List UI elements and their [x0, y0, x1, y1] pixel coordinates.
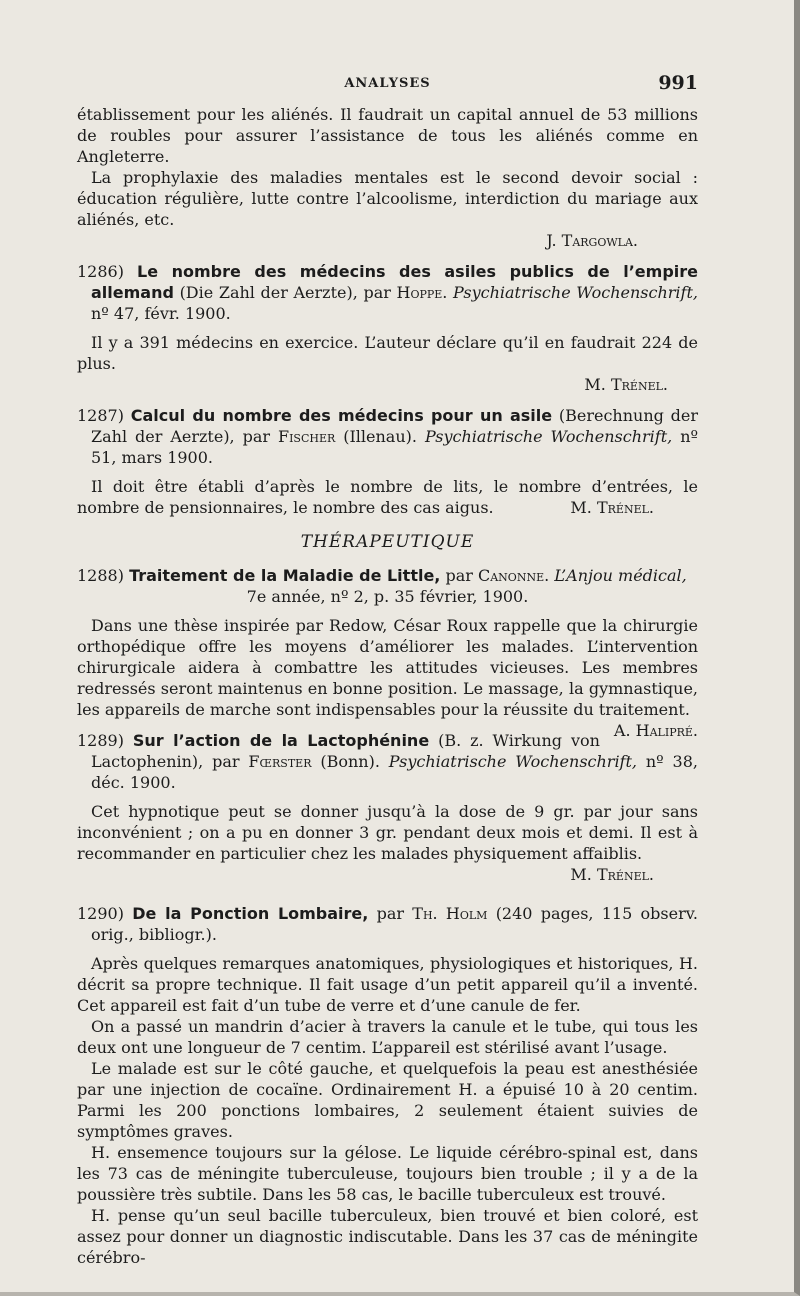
entry-reference: nº 51, mars 1900. [91, 427, 699, 467]
entry-subtitle: (Die Zahl der Aerzte), par [179, 283, 391, 302]
entry-body: Cet hypnotique peut se donner jusqu’à la dose de 9 gr. par jour sans inconvénient ; on a pu en donner 3 gr. pendant deux mois et demi. Il est à recommander en particulier chez les malades physiquement affaiblis. [77, 802, 698, 863]
entry-heading [77, 261, 698, 324]
entry-number: 1287) [77, 406, 124, 425]
entry-title: Traitement de la Maladie de Little, [129, 566, 441, 585]
entry-location: (Illenau). [343, 427, 417, 446]
entry-body [77, 476, 698, 518]
entry-title: Sur l’action de la Lactophénine [132, 731, 430, 750]
entry-number: 1289) [77, 731, 124, 750]
entry-title: Calcul du nombre des médecins pour un asile [130, 406, 553, 425]
entry-number: 1288) [77, 566, 124, 585]
entry-author: Hoppe. [396, 283, 448, 302]
entry-author: Th. Holm [412, 904, 488, 923]
entry-author: Canonne. [478, 566, 550, 585]
page-content [77, 104, 698, 1268]
entry-par: par [376, 904, 405, 923]
running-title: ANALYSES [344, 76, 431, 91]
entry-journal: Psychiatrische Wochenschrift, [388, 752, 637, 771]
entry-reference: (240 pages, 115 observ. orig., bibliogr.). [91, 904, 698, 944]
entry-number: 1290) [77, 904, 124, 923]
continued-paragraph: établissement pour les aliénés. Il faudrait un capital annuel de 53 millions de roubles pour assurer l’assistance de tous les aliénés comme en Angleterre. [77, 105, 698, 166]
body-paragraph: Après quelques remarques anatomiques, physiologiques et historiques, H. décrit sa propre technique. Il fait usage d’un petit appareil qu’il a inventé. Cet appareil est fait d’un tube de verre et d’une canule de fer. [77, 954, 698, 1015]
entry-title: De la Ponction Lombaire, [132, 904, 369, 923]
entry-title: Le nombre des médecins des asiles publics de l’empire allemand [91, 262, 699, 302]
entry-signature: A. Halipré. [613, 721, 698, 740]
body-paragraph: H. pense qu’un seul bacille tuberculeux, bien trouvé et bien coloré, est assez pour donner un diagnostic indiscutable. Dans les 37 cas de méningite cérébro- [77, 1206, 698, 1267]
page-header [77, 72, 698, 98]
entry-1289 [77, 730, 698, 885]
entry-subtitle: (B. z. Wirkung von Lactophenin), par [91, 731, 600, 771]
entry-1286 [77, 261, 698, 395]
prophylaxis-paragraph: La prophylaxie des maladies mentales est le second devoir social : éducation régulière, lutte contre l’alcoolisme, interdiction du mariage aux aliénés, etc. [77, 168, 698, 229]
entry-heading [77, 405, 698, 468]
entry-signature: M. Trénel. [584, 375, 668, 394]
entry-1287 [77, 405, 698, 518]
body-paragraph: Le malade est sur le côté gauche, et quelquefois la peau est anesthésiée par une injection de cocaïne. Ordinairement H. a épuisé 10 à 20 centim. Parmi les 200 ponctions lombaires, 2 seulement étaient suivies de symptômes graves. [77, 1059, 698, 1141]
page-number: 991 [658, 72, 698, 94]
entry-subtitle: (Berechnung der Zahl der Aerzte), par [91, 406, 699, 446]
entry-signature: M. Trénel. [570, 498, 654, 517]
entry-par: par [445, 566, 473, 585]
entry-author: Fischer [277, 427, 336, 446]
entry-body-text: Il doit être établi d’après le nombre de lits, le nombre d’entrées, le nombre de pensionnaires, le nombre des cas aigus. [77, 477, 698, 517]
entry-body-text: Dans une thèse inspirée par Redow, César Roux rappelle que la chirurgie orthopédique offre les moyens d’améliorer les malades. L’intervention chirurgicale aidera à combattre les attitudes vicieuses. Les membres redressés seront maintenus en bonne position. Le massage, la gymnastique, les appareils de marche sont indispensables pour la réussite du traitement. [77, 616, 698, 719]
signature-targowla: J. Targowla. [546, 231, 638, 250]
entry-1290 [77, 903, 698, 1268]
entry-location: (Bonn). [320, 752, 380, 771]
entry-journal: Psychiatrische Wochenschrift, [453, 283, 698, 302]
entry-journal: L’Anjou médical, [554, 566, 687, 585]
entry-journal: Psychiatrische Wochenschrift, [424, 427, 673, 446]
entry-heading [77, 903, 698, 945]
entry-author: Fœrster [248, 752, 312, 771]
entry-number: 1286) [77, 262, 124, 281]
entry-reference: nº 47, févr. 1900. [91, 304, 231, 323]
entry-1288 [77, 565, 698, 740]
entry-reference: 7e année, nº 2, p. 35 février, 1900. [246, 587, 529, 606]
entry-body: Il y a 391 médecins en exercice. L’auteur déclare qu’il en faudrait 224 de plus. [77, 333, 698, 373]
body-paragraph: H. ensemence toujours sur la gélose. Le liquide cérébro-spinal est, dans les 73 cas de méningite tuberculeuse, toujours bien trouble ; il y a de la poussière très subtile. Dans les 58 cas, le bacille tuberculeux est trouvé. [77, 1143, 698, 1204]
entry-reference: nº 38, déc. 1900. [91, 752, 698, 792]
entry-signature: M. Trénel. [570, 865, 654, 884]
entry-heading [77, 565, 698, 586]
section-title: THÉRAPEUTIQUE [300, 532, 475, 552]
body-paragraph: On a passé un mandrin d’acier à travers la canule et le tube, qui tous les deux ont une longueur de 7 centim. L’appareil est stérilisé avant l’usage. [77, 1017, 698, 1057]
entry-body [77, 615, 698, 740]
